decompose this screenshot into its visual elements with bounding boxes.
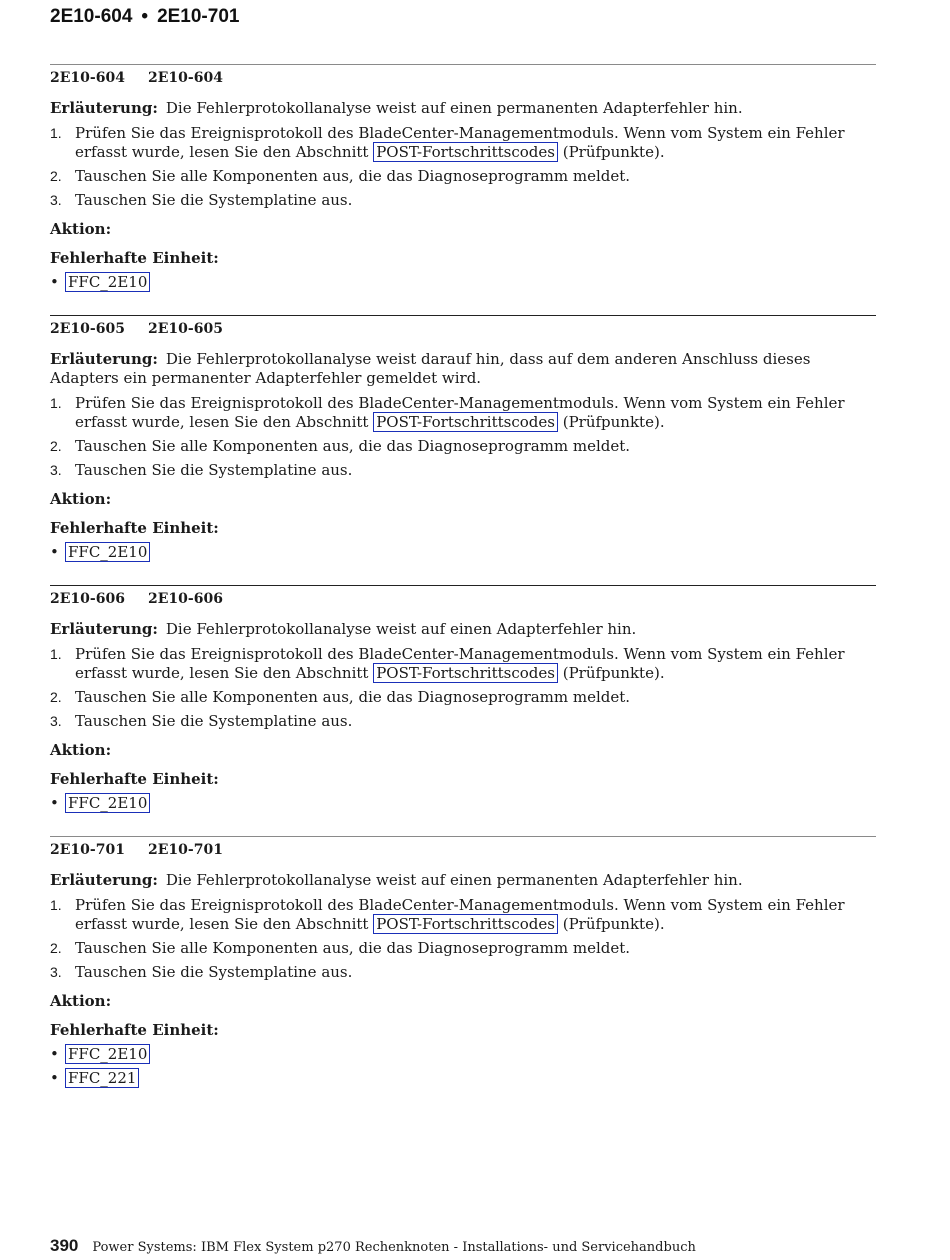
step-item <box>50 437 876 456</box>
step-text: Tauschen Sie die Systemplatine aus. <box>75 461 353 479</box>
step-number: 3. <box>50 713 62 729</box>
action-label: Aktion: <box>50 992 112 1010</box>
step-item <box>50 896 876 934</box>
post-progress-codes-link[interactable]: POST-Fortschrittscodes <box>373 412 558 432</box>
page-footer <box>50 1236 696 1256</box>
failing-unit-label: Fehlerhafte Einheit: <box>50 770 219 788</box>
section-divider <box>50 315 876 316</box>
step-item <box>50 688 876 707</box>
explanation-label: Erläuterung: <box>50 620 158 638</box>
failing-unit-item <box>50 1069 150 1093</box>
failing-unit-list <box>50 1045 150 1093</box>
error-code-repeat: 2E10-606 <box>148 591 223 607</box>
footer-title: Power Systems: IBM Flex System p270 Rechenknoten - Installations- und Servicehandbuch <box>92 1240 696 1255</box>
running-header-separator: • <box>141 6 149 27</box>
step-number: 1. <box>50 646 62 662</box>
failing-unit-label: Fehlerhafte Einheit: <box>50 249 219 267</box>
error-code-row <box>50 321 223 337</box>
explanation-label: Erläuterung: <box>50 350 158 368</box>
step-text: Tauschen Sie alle Komponenten aus, die das Diagnoseprogramm meldet. <box>75 688 631 706</box>
action-steps <box>50 394 876 485</box>
step-item <box>50 963 876 982</box>
step-item <box>50 939 876 958</box>
section-divider <box>50 836 876 837</box>
step-number: 2. <box>50 168 62 184</box>
step-item <box>50 167 876 186</box>
running-header-left: 2E10-604 <box>50 6 133 27</box>
step-text: Tauschen Sie die Systemplatine aus. <box>75 712 353 730</box>
failing-unit-list <box>50 794 150 818</box>
running-header <box>50 6 239 28</box>
step-number: 1. <box>50 395 62 411</box>
error-code-repeat: 2E10-605 <box>148 321 223 337</box>
running-header-right: 2E10-701 <box>157 6 240 27</box>
explanation-label: Erläuterung: <box>50 871 158 889</box>
page-number: 390 <box>50 1236 79 1255</box>
step-text: Tauschen Sie alle Komponenten aus, die das Diagnoseprogramm meldet. <box>75 939 631 957</box>
error-code-repeat: 2E10-604 <box>148 70 223 86</box>
step-text: Tauschen Sie die Systemplatine aus. <box>75 963 353 981</box>
failing-unit-list <box>50 273 150 297</box>
action-steps <box>50 896 876 987</box>
action-label: Aktion: <box>50 220 112 238</box>
step-text-suffix: (Prüfpunkte). <box>562 143 665 161</box>
step-number: 1. <box>50 125 62 141</box>
step-number: 3. <box>50 964 62 980</box>
step-number: 3. <box>50 462 62 478</box>
fru-link[interactable]: FFC_2E10 <box>65 542 150 562</box>
bullet-icon: • <box>50 1045 59 1063</box>
step-text: Tauschen Sie alle Komponenten aus, die das Diagnoseprogramm meldet. <box>75 437 631 455</box>
step-item <box>50 461 876 480</box>
explanation-text: Die Fehlerprotokollanalyse weist auf einen permanenten Adapterfehler hin. <box>165 99 743 117</box>
step-item <box>50 645 876 683</box>
explanation <box>50 350 876 388</box>
failing-unit-list <box>50 543 150 567</box>
explanation-text: Die Fehlerprotokollanalyse weist auf einen permanenten Adapterfehler hin. <box>165 871 743 889</box>
explanation-text: Die Fehlerprotokollanalyse weist darauf hin, dass auf dem anderen Anschluss dieses Adapters ein permanenter Adapterfehler gemeldet wird. <box>50 350 811 387</box>
step-text: Tauschen Sie die Systemplatine aus. <box>75 191 353 209</box>
explanation-text: Die Fehlerprotokollanalyse weist auf einen Adapterfehler hin. <box>165 620 637 638</box>
post-progress-codes-link[interactable]: POST-Fortschrittscodes <box>373 914 558 934</box>
failing-unit-item <box>50 543 150 567</box>
error-code-row <box>50 591 223 607</box>
explanation <box>50 871 876 890</box>
fru-link[interactable]: FFC_2E10 <box>65 1044 150 1064</box>
step-text-suffix: (Prüfpunkte). <box>562 915 665 933</box>
step-number: 3. <box>50 192 62 208</box>
failing-unit-item <box>50 794 150 818</box>
failing-unit-item <box>50 1045 150 1069</box>
post-progress-codes-link[interactable]: POST-Fortschrittscodes <box>373 663 558 683</box>
error-code: 2E10-605 <box>50 321 125 337</box>
bullet-icon: • <box>50 1069 59 1087</box>
failing-unit-item <box>50 273 150 297</box>
explanation <box>50 99 876 118</box>
step-text-suffix: (Prüfpunkte). <box>562 664 665 682</box>
fru-link[interactable]: FFC_2E10 <box>65 793 150 813</box>
failing-unit-label: Fehlerhafte Einheit: <box>50 519 219 537</box>
explanation <box>50 620 876 639</box>
error-code: 2E10-606 <box>50 591 125 607</box>
step-text: Tauschen Sie alle Komponenten aus, die das Diagnoseprogramm meldet. <box>75 167 631 185</box>
action-steps <box>50 645 876 736</box>
bullet-icon: • <box>50 794 59 812</box>
section-divider <box>50 64 876 65</box>
step-item <box>50 191 876 210</box>
error-code: 2E10-604 <box>50 70 125 86</box>
action-label: Aktion: <box>50 490 112 508</box>
step-number: 2. <box>50 940 62 956</box>
step-text: Prüfen Sie das Ereignisprotokoll des BladeCenter-Managementmoduls. Wenn vom System ein Fehler erfasst wurde, lesen Sie den Abschnitt <box>75 394 845 431</box>
action-label: Aktion: <box>50 741 112 759</box>
section-divider <box>50 585 876 586</box>
bullet-icon: • <box>50 543 59 561</box>
step-text: Prüfen Sie das Ereignisprotokoll des BladeCenter-Managementmoduls. Wenn vom System ein Fehler erfasst wurde, lesen Sie den Abschnitt <box>75 124 845 161</box>
fru-link[interactable]: FFC_221 <box>65 1068 139 1088</box>
error-code-repeat: 2E10-701 <box>148 842 223 858</box>
error-code: 2E10-701 <box>50 842 125 858</box>
step-text: Prüfen Sie das Ereignisprotokoll des BladeCenter-Managementmoduls. Wenn vom System ein Fehler erfasst wurde, lesen Sie den Abschnitt <box>75 896 845 933</box>
step-text: Prüfen Sie das Ereignisprotokoll des BladeCenter-Managementmoduls. Wenn vom System ein Fehler erfasst wurde, lesen Sie den Abschnitt <box>75 645 845 682</box>
step-item <box>50 712 876 731</box>
action-steps <box>50 124 876 215</box>
step-item <box>50 124 876 162</box>
step-number: 2. <box>50 689 62 705</box>
step-text-suffix: (Prüfpunkte). <box>562 413 665 431</box>
error-code-row <box>50 70 223 86</box>
post-progress-codes-link[interactable]: POST-Fortschrittscodes <box>373 142 558 162</box>
explanation-label: Erläuterung: <box>50 99 158 117</box>
step-item <box>50 394 876 432</box>
step-number: 2. <box>50 438 62 454</box>
failing-unit-label: Fehlerhafte Einheit: <box>50 1021 219 1039</box>
fru-link[interactable]: FFC_2E10 <box>65 272 150 292</box>
bullet-icon: • <box>50 273 59 291</box>
error-code-row <box>50 842 223 858</box>
step-number: 1. <box>50 897 62 913</box>
